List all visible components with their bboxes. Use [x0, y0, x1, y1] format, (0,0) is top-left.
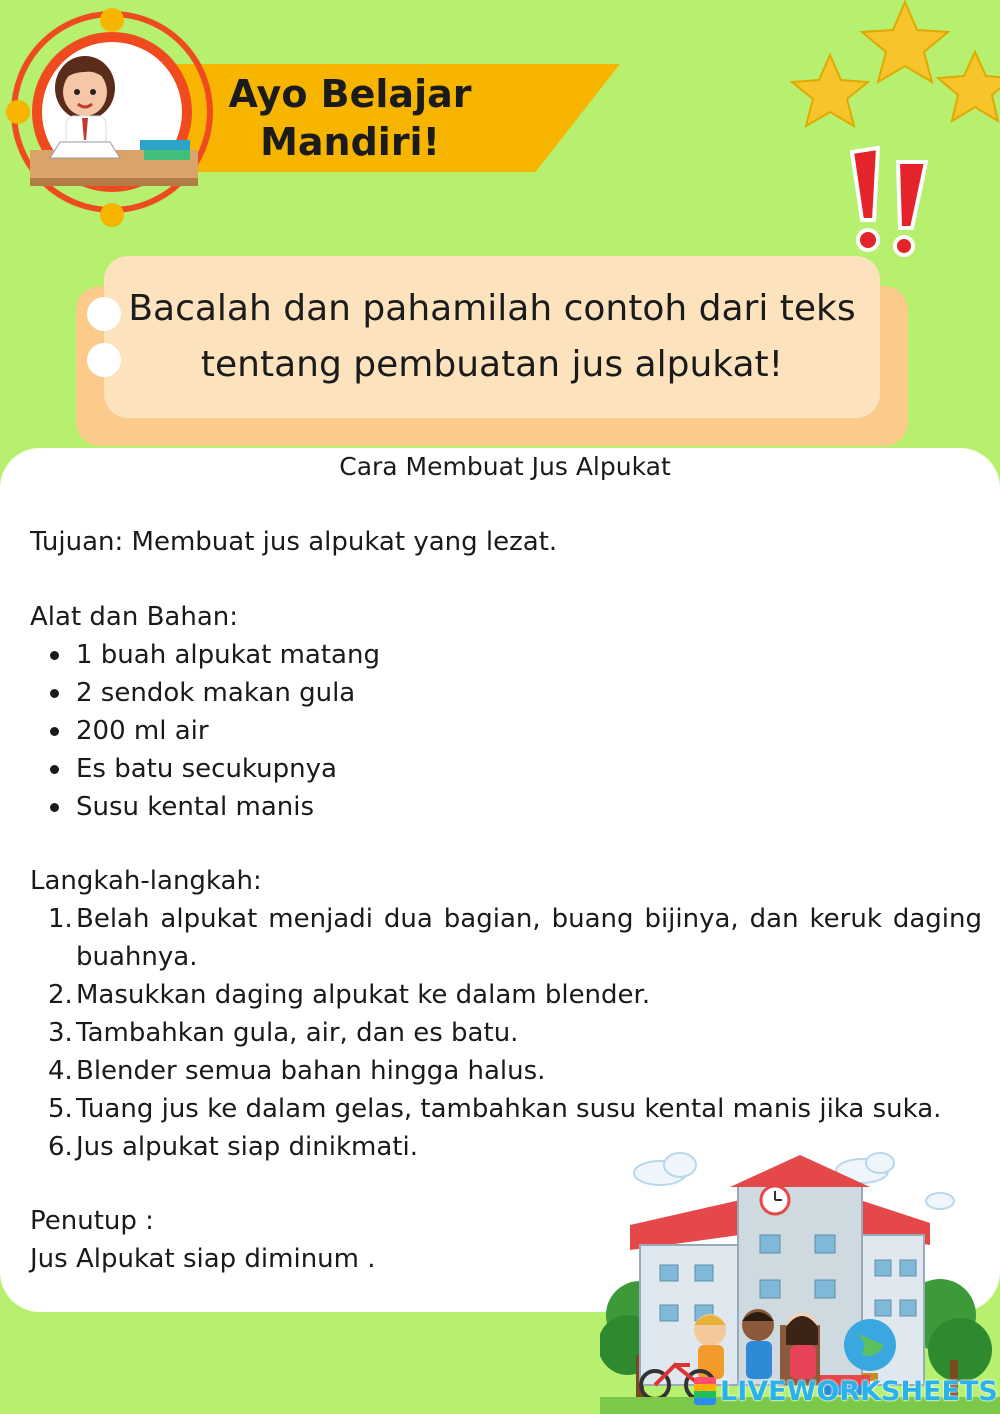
page-title-line2: Mandiri!: [260, 120, 440, 164]
list-item: [30, 976, 982, 1014]
bullet-dot-decoration: [87, 343, 121, 377]
step-text-line2: buahnya.: [76, 942, 198, 972]
step-number: 5.: [48, 1094, 73, 1124]
liveworksheets-logo-icon: [694, 1377, 716, 1405]
list-item: [30, 1014, 982, 1052]
step-text: Masukkan daging alpukat ke dalam blender.: [76, 980, 651, 1010]
step-text-line1: Belah alpukat menjadi dua bagian, buang bijinya, dan keruk daging: [76, 904, 982, 934]
step-number: 6.: [48, 1132, 73, 1162]
list-item: [30, 1052, 982, 1090]
step-text: Jus alpukat siap dinikmati.: [76, 1132, 418, 1162]
step-text: Tambahkan gula, air, dan es batu.: [76, 1018, 519, 1048]
exclamation-icon: [840, 140, 940, 260]
step-number: 1.: [48, 904, 73, 934]
closing-text: Jus Alpukat siap diminum .: [30, 1244, 376, 1274]
step-text: Blender semua bahan hingga halus.: [76, 1056, 546, 1086]
watermark: [694, 1374, 998, 1408]
list-item: [30, 900, 982, 976]
step-number: 4.: [48, 1056, 73, 1086]
steps-list: [30, 900, 982, 1166]
materials-list: [30, 636, 380, 826]
list-item: Susu kental manis: [30, 788, 380, 826]
materials-heading: Alat dan Bahan:: [30, 602, 238, 632]
list-item: 200 ml air: [30, 712, 380, 750]
list-item: 2 sendok makan gula: [30, 674, 380, 712]
closing-heading: Penutup :: [30, 1206, 154, 1236]
bullet-dot-decoration: [87, 297, 121, 331]
goal-text: Tujuan: Membuat jus alpukat yang lezat.: [30, 527, 558, 557]
stars-icon: [770, 0, 1000, 150]
list-item: [30, 1090, 982, 1128]
step-number: 2.: [48, 980, 73, 1010]
watermark-text: LIVEWORKSHEETS: [720, 1375, 998, 1407]
instruction-text: Bacalah dan pahamilah contoh dari teks tentang pembuatan jus alpukat!: [128, 288, 856, 385]
page-title: [190, 68, 510, 168]
list-item: Es batu secukupnya: [30, 750, 380, 788]
step-text: Tuang jus ke dalam gelas, tambahkan susu kental manis jika suka.: [76, 1094, 942, 1124]
instruction-box: [104, 256, 880, 418]
steps-heading: Langkah-langkah:: [30, 866, 262, 896]
document-title: Cara Membuat Jus Alpukat: [339, 452, 671, 481]
list-item: 1 buah alpukat matang: [30, 636, 380, 674]
page-title-line1: Ayo Belajar: [228, 72, 472, 116]
step-number: 3.: [48, 1018, 73, 1048]
